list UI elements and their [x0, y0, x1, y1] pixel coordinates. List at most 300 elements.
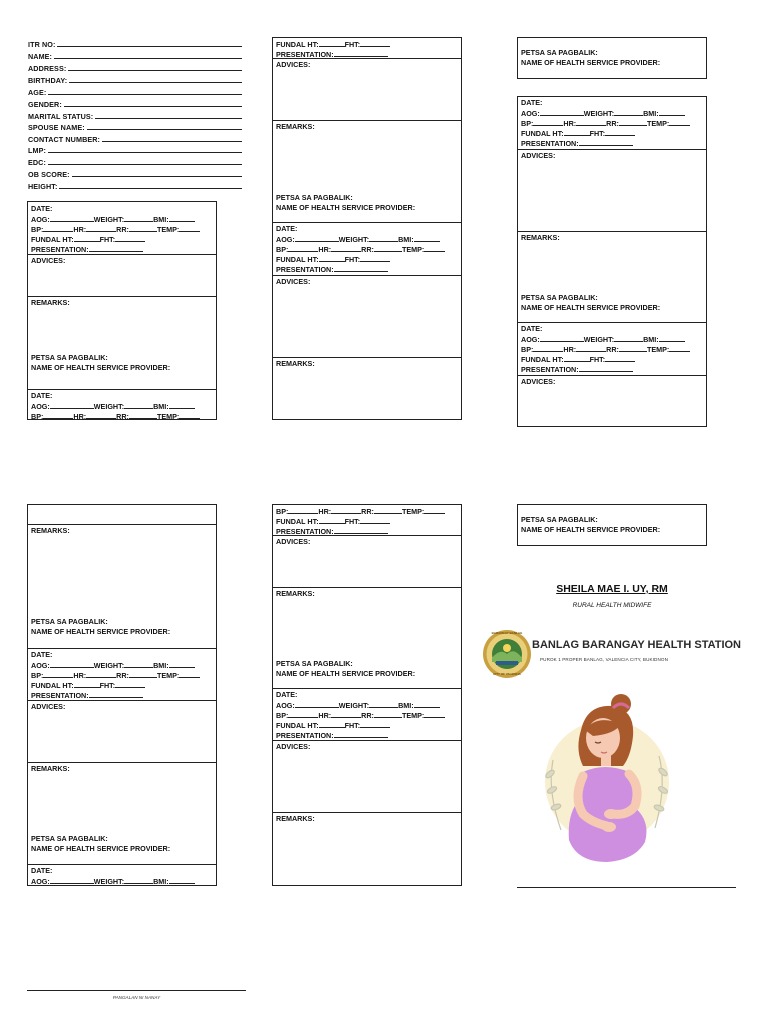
fundal-ht-label: FUNDAL HT:: [521, 355, 564, 364]
remarks-section[interactable]: [273, 813, 461, 887]
vitals-section-partial: [273, 505, 461, 536]
fht-blank: [605, 128, 635, 136]
signature-line[interactable]: [27, 990, 246, 991]
date-label: DATE:: [31, 650, 53, 659]
aog-label: AOG:: [276, 701, 295, 710]
info-row-itr[interactable]: [28, 37, 242, 49]
fundal-ht-label: FUNDAL HT:: [276, 721, 319, 730]
date-label: DATE:: [521, 324, 543, 333]
info-label: OB SCORE:: [28, 169, 70, 179]
rr-blank: [374, 710, 402, 718]
rr-label: RR:: [606, 119, 619, 128]
info-label: ITR NO:: [28, 39, 56, 49]
temp-label: TEMP:: [646, 345, 670, 354]
aog-label: AOG:: [31, 661, 50, 670]
presentation-label: PRESENTATION:: [31, 691, 89, 700]
bmi-blank: [169, 876, 195, 884]
temp-label: TEMP:: [401, 245, 425, 254]
presentation-label: PRESENTATION:: [31, 245, 89, 254]
presentation-label: PRESENTATION:: [276, 265, 334, 274]
fundal-fht-row[interactable]: [276, 720, 390, 730]
weight-blank: [369, 700, 398, 708]
hr-blank: [86, 670, 116, 678]
remarks-label: REMARKS:: [276, 814, 315, 823]
aog-blank: [50, 660, 94, 668]
vitals-section-partial: [28, 390, 216, 421]
fundal-ht-blank: [319, 720, 345, 728]
fundal-ht-label: FUNDAL HT:: [31, 681, 74, 690]
presentation-blank: [89, 690, 143, 698]
hr-blank: [331, 244, 361, 252]
fht-blank: [115, 680, 145, 688]
info-line: [72, 176, 242, 177]
station-address: PUROK 1 PROPER BANLAG, VALENCIA CITY, BUKIDNON: [540, 657, 668, 662]
info-line: [68, 70, 242, 71]
info-row-address[interactable]: [28, 61, 242, 73]
bmi-blank: [414, 700, 440, 708]
bp-blank: [43, 670, 73, 678]
vitals-section: [518, 323, 706, 376]
presentation-label: PRESENTATION:: [276, 731, 334, 740]
temp-label: TEMP:: [156, 225, 180, 234]
info-label: CONTACT NUMBER:: [28, 134, 101, 144]
petsa-sa-pagbalik-label: PETSA SA PAGBALIK:: [521, 48, 598, 57]
fundal-ht-label: FUNDAL HT:: [521, 129, 564, 138]
info-line: [64, 106, 242, 107]
aog-blank: [540, 108, 584, 116]
presentation-label: PRESENTATION:: [521, 365, 579, 374]
presentation-label: PRESENTATION:: [276, 527, 334, 536]
weight-label: WEIGHT:: [583, 109, 615, 118]
remarks-label: REMARKS:: [31, 298, 70, 307]
remarks-label: REMARKS:: [276, 359, 315, 368]
fht-label: FHT:: [344, 40, 361, 49]
date-label: DATE:: [31, 204, 53, 213]
fht-blank: [360, 39, 390, 47]
aog-blank: [295, 700, 339, 708]
presentation-blank: [579, 138, 633, 146]
info-row-name[interactable]: [28, 49, 242, 61]
bp-blank: [533, 344, 563, 352]
fht-label: FHT:: [589, 129, 606, 138]
advices-label: ADVICES:: [276, 742, 311, 751]
bp-label: BP:: [276, 711, 289, 720]
fundal-ht-blank: [319, 254, 345, 262]
weight-blank: [614, 334, 643, 342]
info-row-gender[interactable]: [28, 97, 242, 109]
info-row-spouse-name[interactable]: [28, 120, 242, 132]
advices-section[interactable]: [273, 536, 461, 588]
info-line: [57, 46, 242, 47]
temp-label: TEMP:: [401, 711, 425, 720]
prenatal-record-box-3: [517, 96, 707, 427]
aog-blank: [295, 234, 339, 242]
remarks-label: REMARKS:: [31, 764, 70, 773]
remarks-label: REMARKS:: [31, 526, 70, 535]
rr-blank: [129, 224, 157, 232]
fht-blank: [360, 516, 390, 524]
date-field[interactable]: [276, 224, 297, 233]
rr-label: RR:: [361, 507, 374, 516]
pregnant-woman-icon: [517, 690, 693, 866]
weight-label: WEIGHT:: [93, 877, 125, 886]
aog-weight-bmi-row[interactable]: [31, 401, 195, 411]
bmi-label: BMI:: [153, 215, 169, 224]
petsa-sa-pagbalik-label: PETSA SA PAGBALIK:: [31, 834, 108, 843]
fht-label: FHT:: [589, 355, 606, 364]
weight-label: WEIGHT:: [583, 335, 615, 344]
bp-hr-rr-temp-row[interactable]: [521, 344, 690, 354]
fundal-ht-label: FUNDAL HT:: [276, 40, 319, 49]
aog-label: AOG:: [31, 877, 50, 886]
bmi-label: BMI:: [643, 335, 659, 344]
advices-label: ADVICES:: [31, 702, 66, 711]
fht-label: FHT:: [344, 517, 361, 526]
bmi-blank: [414, 234, 440, 242]
weight-label: WEIGHT:: [338, 235, 370, 244]
bp-blank: [288, 506, 318, 514]
fundal-fht-row[interactable]: [521, 128, 635, 138]
presentation-row[interactable]: [276, 730, 388, 740]
info-label: GENDER:: [28, 99, 62, 109]
rr-label: RR:: [606, 345, 619, 354]
info-line: [48, 94, 242, 95]
bmi-blank: [169, 660, 195, 668]
temp-blank: [424, 506, 445, 514]
advices-label: ADVICES:: [276, 537, 311, 546]
advices-section[interactable]: [273, 59, 461, 121]
remarks-label: REMARKS:: [276, 589, 315, 598]
fundal-fht-row[interactable]: [31, 234, 145, 244]
hr-label: HR:: [563, 345, 577, 354]
advices-label: ADVICES:: [521, 151, 556, 160]
prenatal-record-box-5: [272, 504, 462, 886]
prenatal-record-box-2: [272, 37, 462, 420]
fundal-fht-row[interactable]: [31, 680, 145, 690]
aog-blank: [50, 876, 94, 884]
bp-blank: [43, 224, 73, 232]
hr-blank: [86, 224, 116, 232]
hr-label: HR:: [73, 671, 87, 680]
info-label: MARITAL STATUS:: [28, 111, 94, 121]
signature-caption: PANGALAN NI NANAY: [112, 995, 161, 1000]
rr-blank: [374, 244, 402, 252]
fundal-fht-row[interactable]: [276, 254, 390, 264]
advices-section[interactable]: [518, 376, 706, 428]
info-line: [69, 82, 242, 83]
advices-section[interactable]: [273, 276, 461, 358]
date-label: DATE:: [31, 391, 53, 400]
info-label: ADDRESS:: [28, 63, 67, 73]
prenatal-record-box-4: [27, 504, 217, 886]
info-label: HEIGHT:: [28, 181, 58, 191]
petsa-sa-pagbalik-label: PETSA SA PAGBALIK:: [521, 515, 598, 524]
fundal-ht-label: FUNDAL HT:: [31, 235, 74, 244]
info-row-ob-score[interactable]: [28, 167, 242, 179]
presentation-row[interactable]: [521, 364, 633, 374]
fundal-fht-row[interactable]: [276, 39, 390, 49]
rr-blank: [374, 506, 402, 514]
provider-label: NAME OF HEALTH SERVICE PROVIDER:: [521, 525, 661, 534]
rr-label: RR:: [361, 711, 374, 720]
bp-hr-rr-temp-row[interactable]: [276, 506, 445, 516]
provider-label: NAME OF HEALTH SERVICE PROVIDER:: [31, 844, 171, 853]
fht-blank: [605, 354, 635, 362]
aog-weight-bmi-row[interactable]: [31, 214, 195, 224]
rr-label: RR:: [361, 245, 374, 254]
weight-label: WEIGHT:: [93, 402, 125, 411]
petsa-sa-pagbalik-label: PETSA SA PAGBALIK:: [31, 617, 108, 626]
provider-label: NAME OF HEALTH SERVICE PROVIDER:: [521, 303, 661, 312]
weight-blank: [124, 214, 153, 222]
aog-blank: [50, 214, 94, 222]
midwife-title: RURAL HEALTH MIDWIFE: [572, 602, 652, 609]
rr-blank: [129, 670, 157, 678]
temp-blank: [669, 344, 690, 352]
aog-weight-bmi-row[interactable]: [521, 108, 685, 118]
presentation-blank: [334, 264, 388, 272]
advices-label: ADVICES:: [521, 377, 556, 386]
remarks-section[interactable]: [273, 121, 461, 223]
presentation-row[interactable]: [276, 49, 388, 59]
bmi-blank: [169, 401, 195, 409]
advices-section[interactable]: [518, 150, 706, 232]
rr-label: RR:: [116, 412, 129, 421]
fundal-fht-row[interactable]: [521, 354, 635, 364]
info-label: EDC:: [28, 157, 46, 167]
info-line: [54, 58, 242, 59]
info-label: LMP:: [28, 145, 46, 155]
date-field[interactable]: [521, 324, 542, 333]
advices-label: ADVICES:: [276, 277, 311, 286]
temp-blank: [179, 670, 200, 678]
bp-blank: [533, 118, 563, 126]
bp-hr-rr-temp-row[interactable]: [31, 411, 200, 421]
aog-label: AOG:: [31, 215, 50, 224]
bmi-blank: [169, 214, 195, 222]
rr-label: RR:: [116, 671, 129, 680]
fundal-ht-label: FUNDAL HT:: [276, 517, 319, 526]
bp-hr-rr-temp-row[interactable]: [276, 244, 445, 254]
info-row-birthday[interactable]: [28, 73, 242, 85]
bmi-label: BMI:: [643, 109, 659, 118]
vitals-section-partial: [273, 38, 461, 59]
bmi-label: BMI:: [153, 877, 169, 886]
bmi-blank: [659, 334, 685, 342]
vitals-section: [28, 649, 216, 701]
fundal-ht-blank: [74, 680, 100, 688]
provider-label: NAME OF HEALTH SERVICE PROVIDER:: [276, 203, 416, 212]
presentation-row[interactable]: [31, 244, 143, 254]
presentation-blank: [334, 730, 388, 738]
hr-blank: [576, 118, 606, 126]
bp-hr-rr-temp-row[interactable]: [521, 118, 690, 128]
date-field[interactable]: [31, 650, 52, 659]
weight-blank: [614, 108, 643, 116]
temp-label: TEMP:: [156, 412, 180, 421]
bp-label: BP:: [521, 119, 534, 128]
provider-label: NAME OF HEALTH SERVICE PROVIDER:: [31, 363, 171, 372]
fht-label: FHT:: [344, 255, 361, 264]
date-field[interactable]: [276, 690, 297, 699]
advices-section[interactable]: [28, 701, 216, 763]
bp-blank: [288, 244, 318, 252]
date-field[interactable]: [521, 98, 542, 107]
info-row-height[interactable]: [28, 179, 242, 191]
weight-blank: [124, 660, 153, 668]
temp-blank: [669, 118, 690, 126]
bmi-label: BMI:: [153, 402, 169, 411]
fht-blank: [360, 254, 390, 262]
temp-blank: [179, 224, 200, 232]
hr-blank: [86, 411, 116, 419]
bmi-label: BMI:: [398, 701, 414, 710]
advices-label: ADVICES:: [31, 256, 66, 265]
remarks-section[interactable]: [28, 763, 216, 865]
info-row-lmp[interactable]: [28, 143, 242, 155]
fht-label: FHT:: [99, 681, 116, 690]
aog-label: AOG:: [31, 402, 50, 411]
advices-label: ADVICES:: [276, 60, 311, 69]
bp-label: BP:: [521, 345, 534, 354]
advices-section[interactable]: [273, 741, 461, 813]
temp-label: TEMP:: [646, 119, 670, 128]
aog-weight-bmi-row[interactable]: [31, 660, 195, 670]
aog-label: AOG:: [521, 109, 540, 118]
bp-blank: [43, 411, 73, 419]
weight-label: WEIGHT:: [93, 661, 125, 670]
date-field[interactable]: [31, 391, 52, 400]
presentation-row[interactable]: [521, 138, 633, 148]
remarks-section[interactable]: [273, 588, 461, 689]
fht-label: FHT:: [99, 235, 116, 244]
info-label: BIRTHDAY:: [28, 75, 68, 85]
station-name: BANLAG BARANGAY HEALTH STATION: [532, 639, 741, 651]
rr-blank: [619, 118, 647, 126]
cover-bottom-line: [517, 887, 736, 888]
info-line: [48, 152, 242, 153]
bp-label: BP:: [31, 412, 44, 421]
bp-label: BP:: [31, 671, 44, 680]
info-row-age[interactable]: [28, 85, 242, 97]
provider-label: NAME OF HEALTH SERVICE PROVIDER:: [521, 58, 661, 67]
fht-blank: [115, 234, 145, 242]
info-row-edc[interactable]: [28, 155, 242, 167]
date-label: DATE:: [276, 690, 298, 699]
fundal-ht-blank: [319, 516, 345, 524]
fundal-ht-blank: [564, 354, 590, 362]
presentation-label: PRESENTATION:: [276, 50, 334, 59]
presentation-label: PRESENTATION:: [521, 139, 579, 148]
vitals-section: [518, 97, 706, 150]
hr-label: HR:: [73, 225, 87, 234]
hr-blank: [331, 506, 361, 514]
hr-label: HR:: [73, 412, 87, 421]
hr-blank: [331, 710, 361, 718]
petsa-sa-pagbalik-label: PETSA SA PAGBALIK:: [276, 193, 353, 202]
bmi-label: BMI:: [398, 235, 414, 244]
advices-section[interactable]: [28, 255, 216, 297]
aog-weight-bmi-row[interactable]: [31, 876, 195, 886]
remarks-section[interactable]: [273, 358, 461, 421]
presentation-row[interactable]: [276, 264, 388, 274]
pregnant-mother-illustration: [517, 690, 693, 866]
vitals-section: [28, 202, 216, 255]
weight-blank: [124, 876, 153, 884]
date-field[interactable]: [31, 204, 52, 213]
bmi-blank: [659, 108, 685, 116]
info-line: [87, 129, 242, 130]
hr-label: HR:: [318, 507, 332, 516]
aog-weight-bmi-row[interactable]: [521, 334, 685, 344]
barangay-seal-logo: [482, 629, 532, 679]
aog-weight-bmi-row[interactable]: [276, 700, 440, 710]
rr-blank: [619, 344, 647, 352]
header-blank-section: [28, 505, 216, 525]
temp-label: TEMP:: [401, 507, 425, 516]
temp-blank: [179, 411, 200, 419]
hr-label: HR:: [318, 245, 332, 254]
info-line: [48, 164, 242, 165]
presentation-row[interactable]: [276, 526, 388, 536]
petsa-sa-pagbalik-label: PETSA SA PAGBALIK:: [31, 353, 108, 362]
presentation-blank: [89, 244, 143, 252]
bp-label: BP:: [31, 225, 44, 234]
bp-hr-rr-temp-row[interactable]: [31, 224, 200, 234]
vitals-section: [273, 223, 461, 276]
seal-top-text: BARANGAY BANLAG: [491, 631, 523, 635]
info-label: SPOUSE NAME:: [28, 122, 85, 132]
temp-blank: [424, 244, 445, 252]
seal-bottom-text: CITY OF VALENCIA: [493, 672, 521, 676]
provider-label: NAME OF HEALTH SERVICE PROVIDER:: [276, 669, 416, 678]
bp-hr-rr-temp-row[interactable]: [31, 670, 200, 680]
aog-label: AOG:: [276, 235, 295, 244]
remarks-label: REMARKS:: [521, 233, 560, 242]
date-label: DATE:: [521, 98, 543, 107]
return-visit-box: [517, 37, 707, 79]
weight-blank: [369, 234, 398, 242]
date-field[interactable]: [31, 866, 52, 875]
vitals-section-partial: [28, 865, 216, 887]
remarks-section[interactable]: [28, 525, 216, 649]
hr-blank: [576, 344, 606, 352]
remarks-section[interactable]: [518, 232, 706, 323]
date-label: DATE:: [31, 866, 53, 875]
aog-blank: [50, 401, 94, 409]
remarks-section[interactable]: [28, 297, 216, 390]
rr-blank: [129, 411, 157, 419]
bmi-label: BMI:: [153, 661, 169, 670]
fundal-ht-blank: [564, 128, 590, 136]
weight-label: WEIGHT:: [338, 701, 370, 710]
info-line: [59, 188, 242, 189]
hr-label: HR:: [563, 119, 577, 128]
midwife-name: SHEILA MAE I. UY, RM: [556, 583, 668, 595]
date-label: DATE:: [276, 224, 298, 233]
fundal-fht-row[interactable]: [276, 516, 390, 526]
aog-label: AOG:: [521, 335, 540, 344]
rr-label: RR:: [116, 225, 129, 234]
aog-blank: [540, 334, 584, 342]
presentation-row[interactable]: [31, 690, 143, 700]
bp-hr-rr-temp-row[interactable]: [276, 710, 445, 720]
bp-label: BP:: [276, 507, 289, 516]
temp-blank: [424, 710, 445, 718]
fht-label: FHT:: [344, 721, 361, 730]
aog-weight-bmi-row[interactable]: [276, 234, 440, 244]
petsa-sa-pagbalik-label: PETSA SA PAGBALIK:: [521, 293, 598, 302]
